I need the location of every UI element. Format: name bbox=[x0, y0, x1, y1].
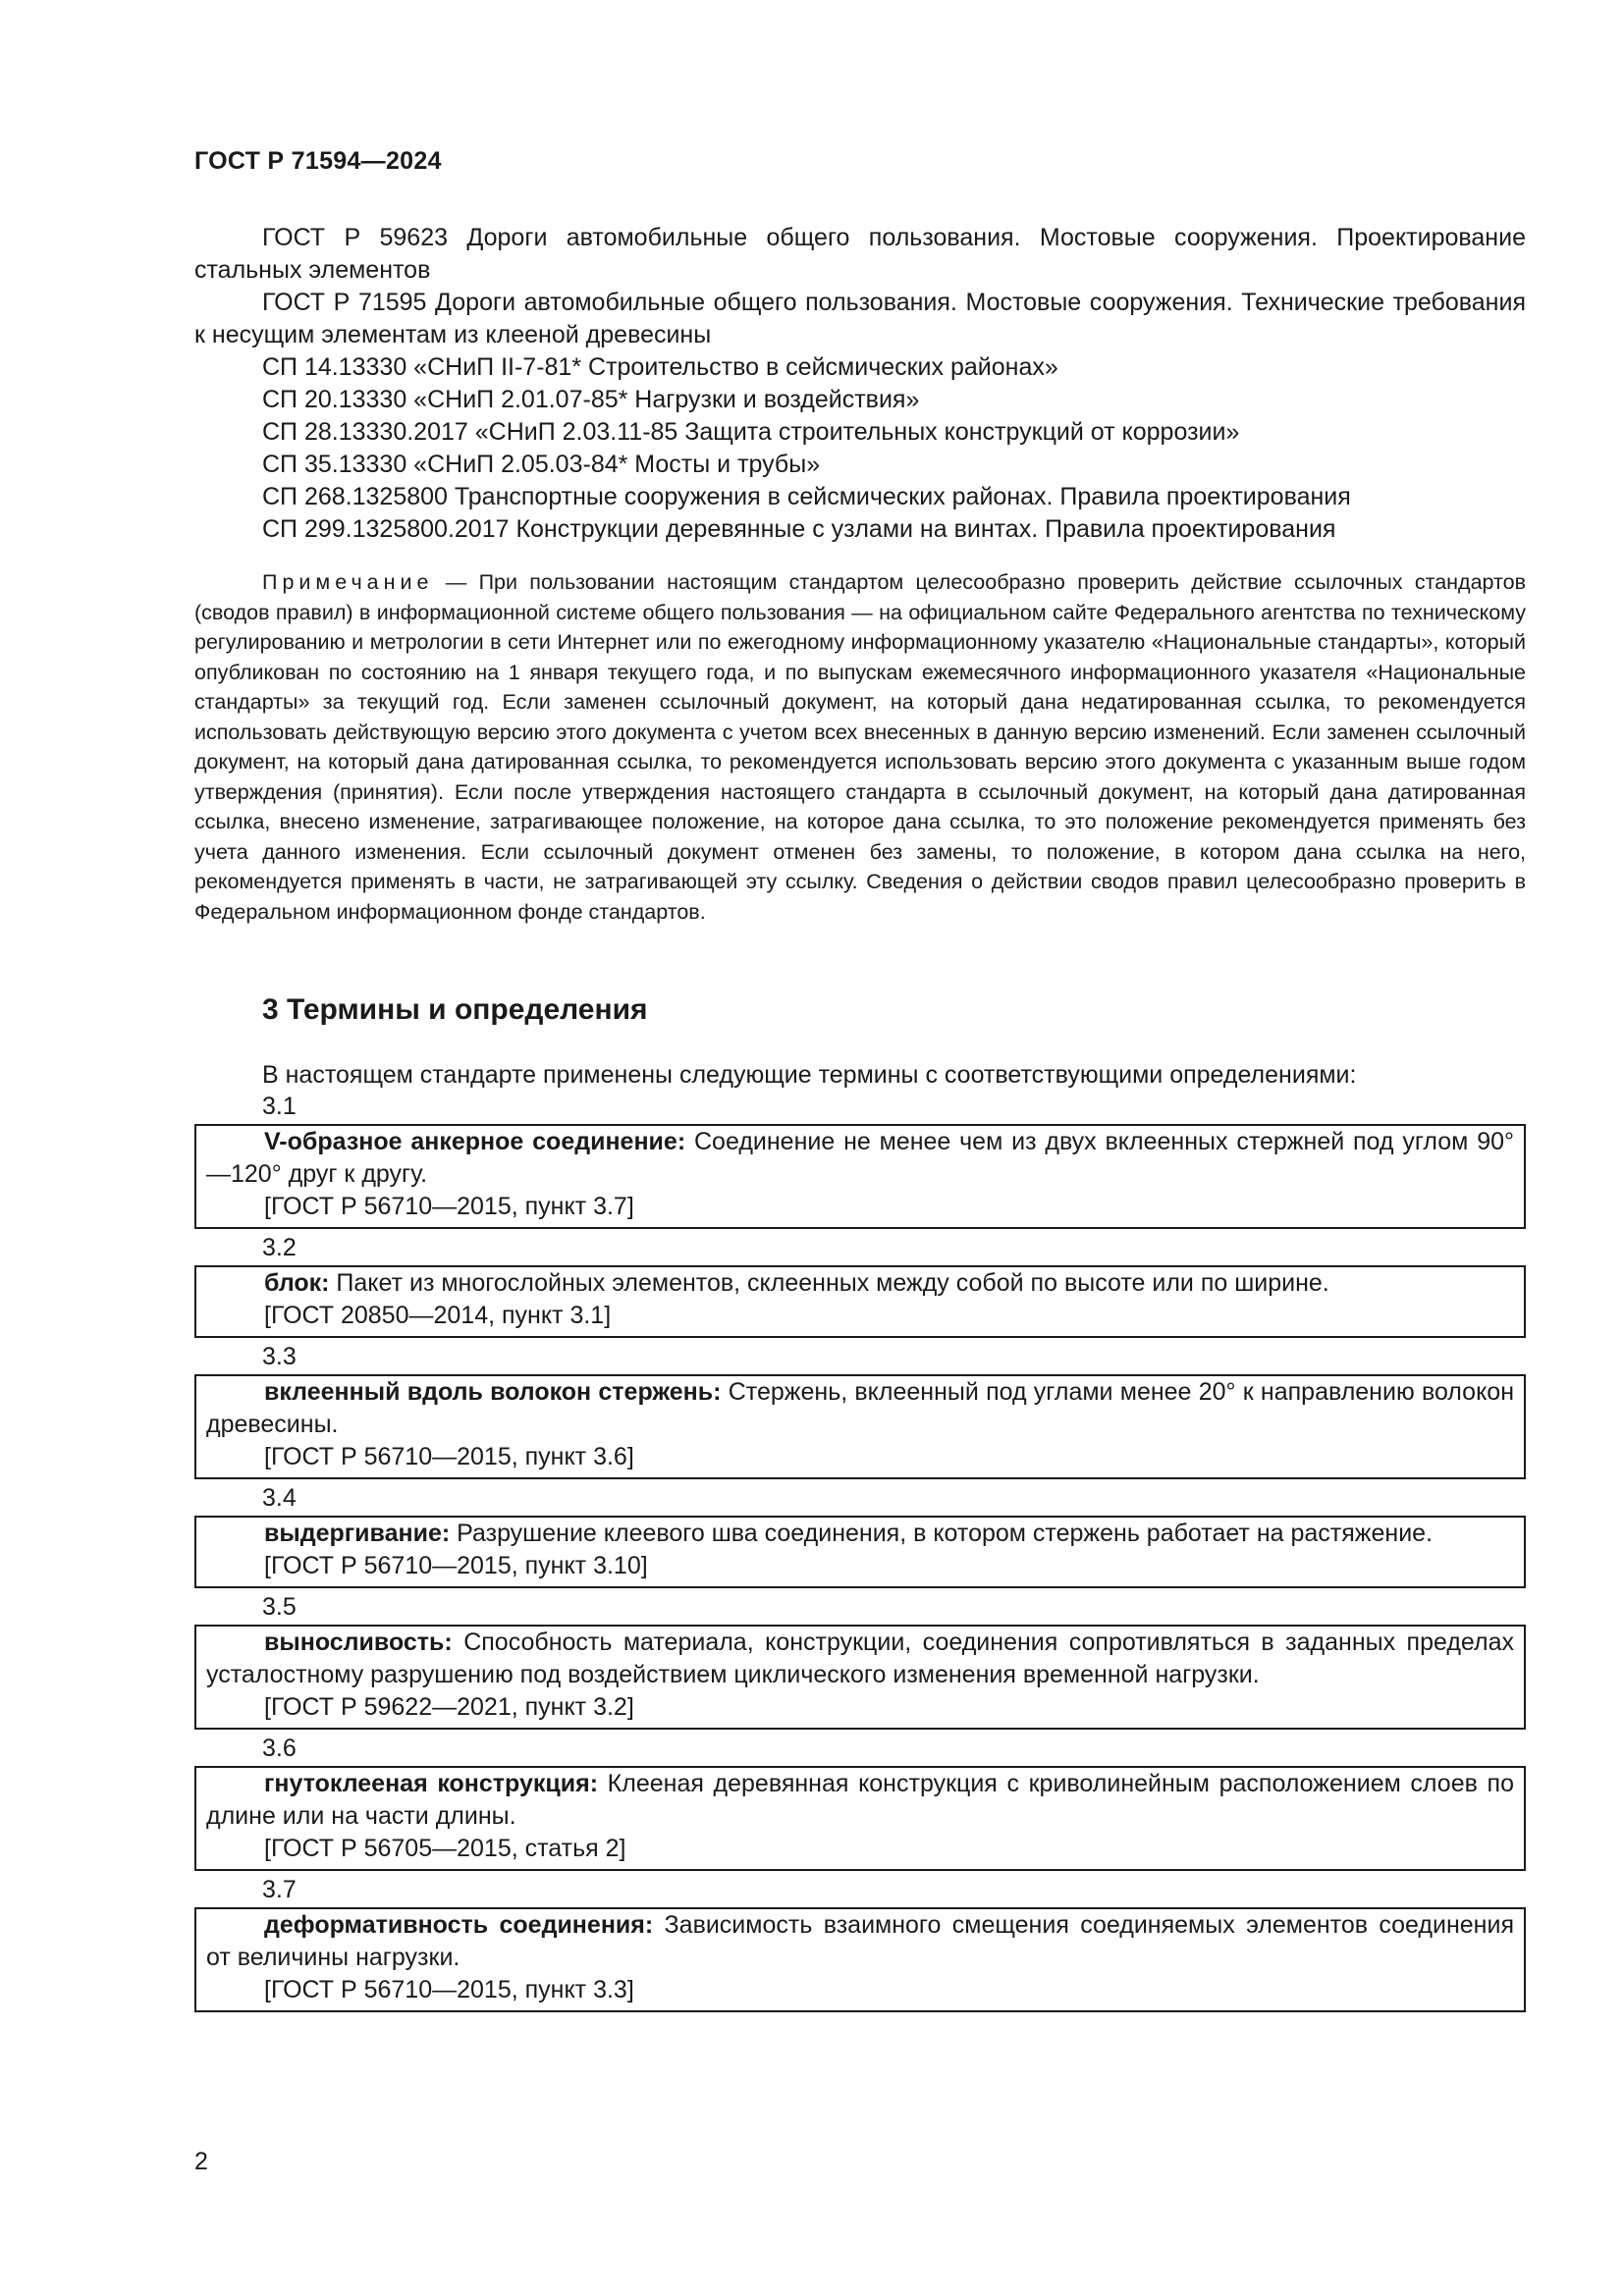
reference-item: СП 20.13330 «СНиП 2.01.07-85* Нагрузки и воздействия» bbox=[262, 386, 920, 413]
term-definition: Разрушение клеевого шва соединения, в котором стержень работает на растяжение. bbox=[450, 1520, 1434, 1547]
term-number: 3.1 bbox=[262, 1093, 297, 1120]
term-name: выдергивание: bbox=[264, 1520, 451, 1547]
note-text: — При пользовании настоящим стандартом целесообразно проверить действие ссылочных стандартов (сводов правил) в информационной системе общего пользования — на официальном сайте Федерального агентства по техническому регулированию и метрологии в сети Интернет или по ежегодному информационному указателю «Национальные стандарты», который опубликован по состоянию на 1 января текущего года, и по выпускам ежемесячного информационного указателя «Национальные стандарты» за текущий год. Если заменен ссылочный документ, на который дана недатированная ссылка, то рекомендуется использовать действующую версию этого документа с учетом всех внесенных в данную версию изменений. Если заменен ссылочный документ, на который дана датированная ссылка, то рекомендуется использовать версию этого документа с указанным выше годом утверждения (принятия). Если после утверждения настоящего стандарта в ссылочный документ, на который дана датированная ссылка, внесено изменение, затрагивающее положение, на которое дана ссылка, то это положение рекомендуется применять без учета данного изменения. Если ссылочный документ отменен без замены, то положение, в котором дана ссылка на него, рекомендуется применять в части, не затрагивающей эту ссылку. Сведения о действии сводов правил целесообразно проверить в Федеральном информационном фонде стандартов. bbox=[194, 570, 1526, 924]
reference-item: СП 299.1325800.2017 Конструкции деревянные с узлами на винтах. Правила проектирования bbox=[262, 515, 1336, 543]
note-block bbox=[194, 567, 1526, 927]
term-source: [ГОСТ Р 56710—2015, пункт 3.3] bbox=[264, 1976, 634, 2003]
term-number: 3.4 bbox=[262, 1484, 297, 1512]
reference-item: ГОСТ Р 59623 Дороги автомобильные общего пользования. Мостовые сооружения. Проектирование стальных элементов bbox=[194, 224, 1526, 284]
term-number: 3.6 bbox=[262, 1735, 297, 1762]
term-entry bbox=[206, 1518, 1514, 1550]
term-entry bbox=[206, 1768, 1514, 1833]
term-entry bbox=[206, 1267, 1514, 1300]
term-source: [ГОСТ Р 56710—2015, пункт 3.7] bbox=[264, 1193, 634, 1220]
references-list bbox=[194, 222, 1526, 546]
term-definition: Стержень, вклеенный под углами менее 20° к направлению волокон древесины. bbox=[206, 1378, 1515, 1438]
section-title: 3 Термины и определения bbox=[262, 993, 648, 1026]
term-box bbox=[194, 1907, 1526, 2012]
term-number: 3.7 bbox=[262, 1876, 297, 1903]
term-box bbox=[194, 1516, 1526, 1588]
term-number: 3.3 bbox=[262, 1343, 297, 1370]
term-name: деформативность соединения: bbox=[264, 1911, 654, 1939]
term-source: [ГОСТ Р 56705—2015, статья 2] bbox=[264, 1835, 626, 1862]
term-entry bbox=[206, 1909, 1514, 1974]
section-intro: В настоящем стандарте применены следующие термины с соответствующими определениями: bbox=[262, 1061, 1357, 1089]
term-definition: Зависимость взаимного смещения соединяемых элементов соединения от величины нагрузки. bbox=[206, 1911, 1514, 1971]
term-source: [ГОСТ Р 59622—2021, пункт 3.2] bbox=[264, 1693, 634, 1721]
term-definition: Соединение не менее чем из двух вклеенных стержней под углом 90°—120° друг к другу. bbox=[206, 1128, 1514, 1188]
page-number: 2 bbox=[194, 2148, 208, 2175]
term-name: вклеенный вдоль волокон стержень: bbox=[264, 1378, 722, 1406]
term-box bbox=[194, 1374, 1526, 1479]
term-name: блок: bbox=[264, 1269, 330, 1297]
term-name: гнутоклееная конструкция: bbox=[264, 1770, 599, 1797]
note-label: Примечание bbox=[262, 570, 434, 594]
terms-list bbox=[194, 1091, 1526, 2015]
term-box bbox=[194, 1124, 1526, 1229]
reference-item: СП 268.1325800 Транспортные сооружения в сейсмических районах. Правила проектирования bbox=[262, 483, 1351, 510]
term-definition: Пакет из многослойных элементов, склеенных между собой по высоте или по ширине. bbox=[329, 1269, 1329, 1297]
term-source: [ГОСТ Р 56710—2015, пункт 3.6] bbox=[264, 1443, 634, 1470]
document-header: ГОСТ Р 71594—2024 bbox=[194, 147, 442, 175]
term-entry bbox=[206, 1627, 1514, 1691]
term-number: 3.5 bbox=[262, 1593, 297, 1621]
term-entry bbox=[206, 1376, 1514, 1441]
note-paragraph bbox=[194, 567, 1526, 927]
term-definition: Способность материала, конструкции, соединения сопротивляться в заданных пределах усталостному разрушению под воздействием циклического изменения временной нагрузки. bbox=[206, 1629, 1514, 1688]
reference-item: СП 35.13330 «СНиП 2.05.03-84* Мосты и трубы» bbox=[262, 451, 821, 478]
term-name: выносливость: bbox=[264, 1629, 453, 1656]
term-number: 3.2 bbox=[262, 1234, 297, 1261]
term-entry bbox=[206, 1126, 1514, 1191]
term-source: [ГОСТ Р 56710—2015, пункт 3.10] bbox=[264, 1552, 648, 1579]
reference-item: ГОСТ Р 71595 Дороги автомобильные общего пользования. Мостовые сооружения. Технические требования к несущим элементам из клееной древесины bbox=[194, 289, 1526, 348]
reference-item: СП 28.13330.2017 «СНиП 2.03.11-85 Защита строительных конструкций от коррозии» bbox=[262, 418, 1240, 446]
term-source: [ГОСТ 20850—2014, пункт 3.1] bbox=[264, 1302, 612, 1329]
term-definition: Клееная деревянная конструкция с криволинейным расположением слоев по длине или на части длины. bbox=[206, 1770, 1514, 1830]
reference-item: СП 14.13330 «СНиП II-7-81* Строительство в сейсмических районах» bbox=[262, 353, 1058, 381]
term-box bbox=[194, 1265, 1526, 1338]
term-box bbox=[194, 1625, 1526, 1730]
term-box bbox=[194, 1766, 1526, 1871]
term-name: V-образное анкерное соединение: bbox=[264, 1128, 686, 1155]
